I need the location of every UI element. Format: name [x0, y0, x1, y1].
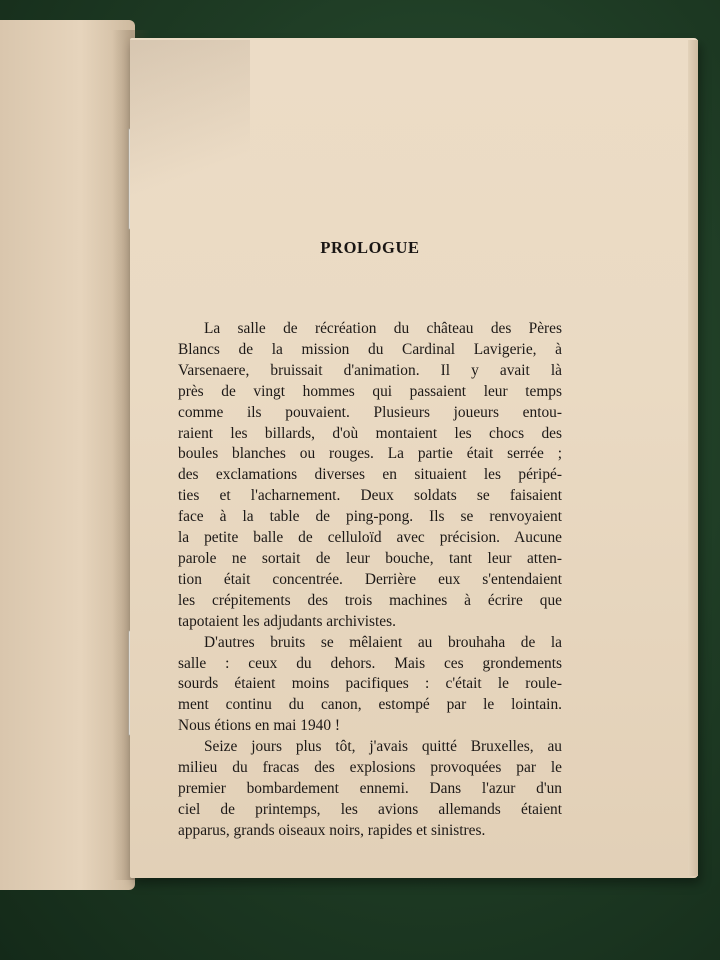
- text-line: tapotaient les adjudants archivistes.: [178, 612, 396, 630]
- text-line: ment continu du canon, estompé par le lointain.: [178, 696, 562, 714]
- text-line: salle : ceux du dehors. Mais ces grondements: [178, 654, 562, 672]
- text-line: sourds étaient moins pacifiques : c'était le roule-: [178, 675, 562, 693]
- text-line: les crépitements des trois machines à écrire que: [178, 591, 562, 609]
- text-line: Blancs de la mission du Cardinal Lavigerie, à: [178, 340, 562, 358]
- paragraph-1: [178, 319, 562, 633]
- paragraph-2: [178, 633, 562, 738]
- text-line: Seize jours plus tôt, j'avais quitté Bruxelles, au: [204, 738, 562, 756]
- text-line: milieu du fracas des explosions provoquées par le: [178, 759, 562, 777]
- text-line: La salle de récréation du château des Pères: [204, 320, 562, 337]
- text-line: apparus, grands oiseaux noirs, rapides et sinistres.: [178, 821, 486, 839]
- text-line: parole ne sortait de leur bouche, tant leur atten-: [178, 549, 562, 567]
- text-line: Nous étions en mai 1940 !: [178, 717, 341, 735]
- text-line: ties et l'acharnement. Deux soldats se faisaient: [178, 487, 562, 505]
- text-line: boules blanches ou rouges. La partie était serrée ;: [178, 445, 562, 463]
- text-line: près de vingt hommes qui passaient leur temps: [178, 382, 562, 400]
- page-fold-shading: [130, 40, 250, 260]
- text-line: comme ils pouvaient. Plusieurs joueurs entou-: [178, 403, 562, 421]
- text-line: premier bombardement ennemi. Dans l'azur d'un: [178, 779, 562, 797]
- text-line: tion était concentrée. Derrière eux s'entendaient: [178, 570, 562, 588]
- text-line: raient les billards, d'où montaient les chocs des: [178, 424, 562, 442]
- body-text: [178, 319, 562, 842]
- paragraph-3: [178, 737, 562, 842]
- chapter-title: PROLOGUE: [320, 238, 420, 257]
- page-edge: [688, 40, 698, 876]
- text-line: face à la table de ping-pong. Ils se renvoyaient: [178, 508, 562, 526]
- text-line: la petite balle de celluloïd avec précision. Aucune: [178, 529, 562, 547]
- text-line: D'autres bruits se mêlaient au brouhaha de la: [204, 633, 562, 651]
- text-line: Varsenaere, bruissait d'animation. Il y avait là: [178, 361, 562, 379]
- text-line: des exclamations diverses en situaient les péripé-: [178, 466, 562, 484]
- text-line: ciel de printemps, les avions allemands étaient: [178, 800, 562, 818]
